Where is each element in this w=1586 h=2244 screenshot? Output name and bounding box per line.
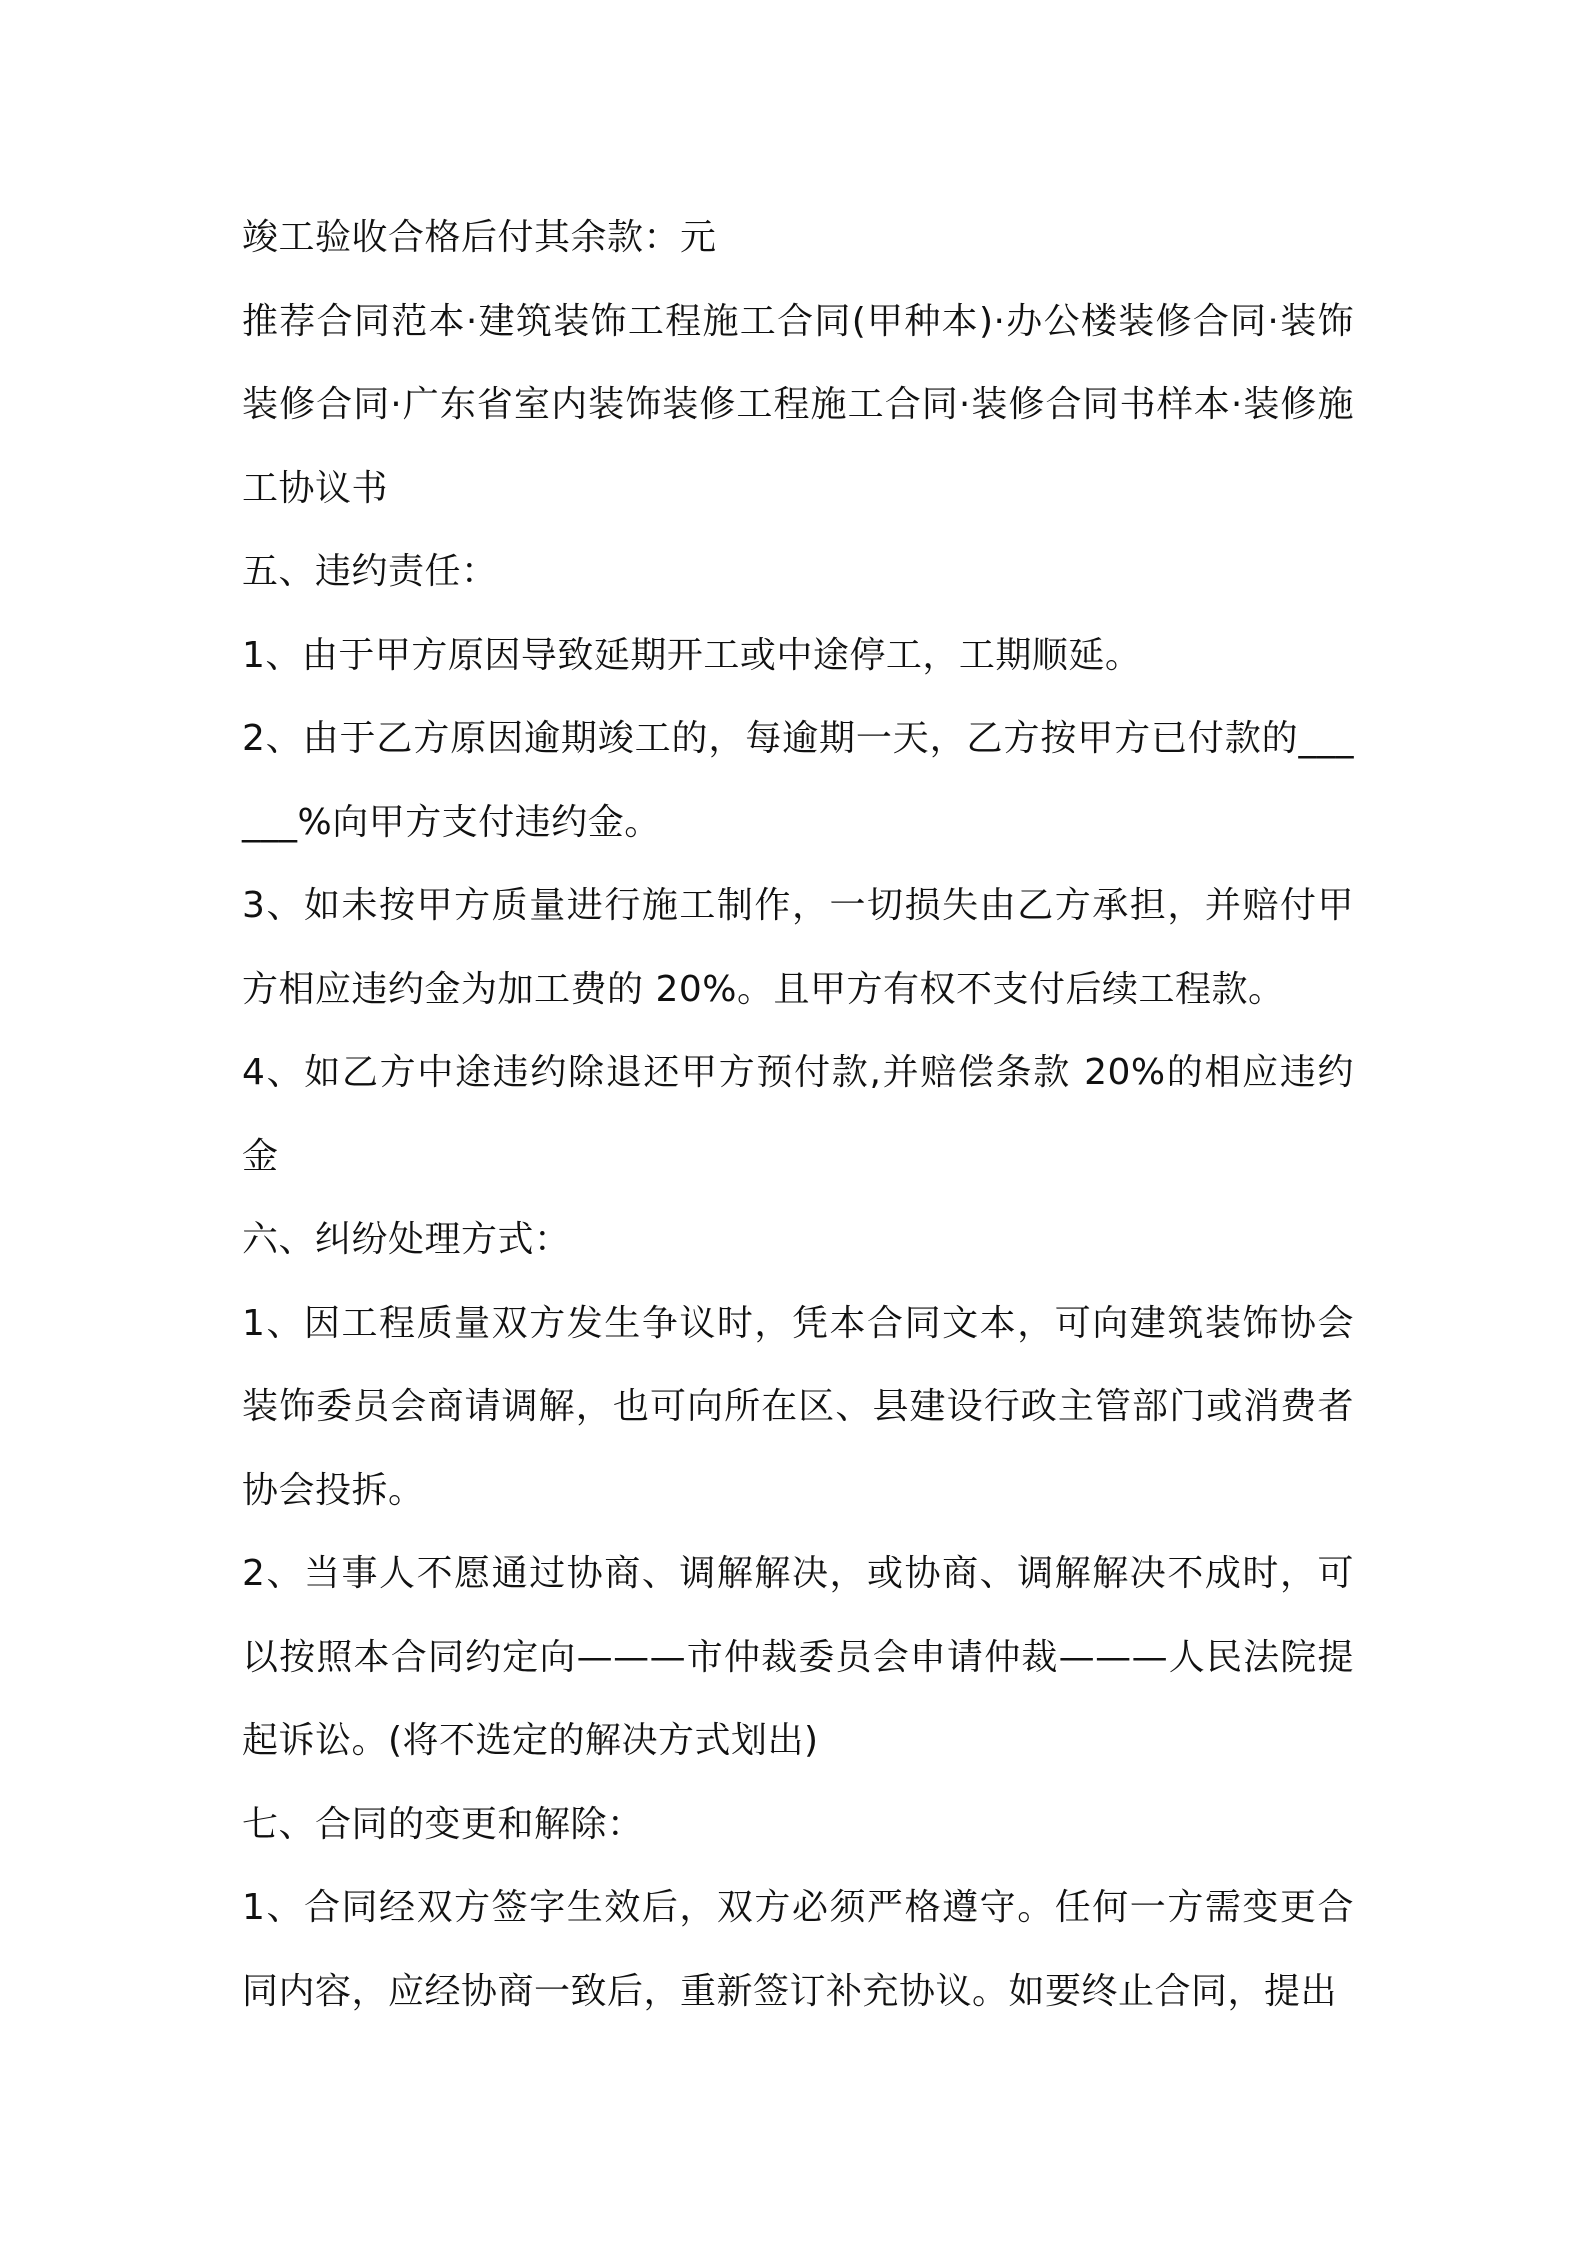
clause-breach-3: 3、如未按甲方质量进行施工制作，一切损失由乙方承担，并赔付甲方相应违约金为加工费的 20%。且甲方有权不支付后续工程款。: [242, 885, 1354, 1010]
document-body: [242, 196, 1354, 2033]
section-heading-breach-liability: 五、违约责任：: [242, 551, 498, 592]
clause-dispute-1: 1、因工程质量双方发生争议时，凭本合同文本，可向建筑装饰协会装饰委员会商请调解，也可向所在区、县建设行政主管部门或消费者协会投拆。: [242, 1302, 1354, 1511]
paragraph-recommended-templates: 推荐合同范本·建筑装饰工程施工合同(甲种本)·办公楼装修合同·装饰装修合同·广东省室内装饰装修工程施工合同·装修合同书样本·装修施工协议书: [242, 300, 1354, 509]
paragraph-final-payment: 竣工验收合格后付其余款：元: [242, 217, 717, 258]
section-heading-dispute-resolution: 六、纠纷处理方式：: [242, 1219, 571, 1260]
section-heading-contract-change: 七、合同的变更和解除：: [242, 1803, 644, 1845]
clause-breach-4: 4、如乙方中途违约除退还甲方预付款,并赔偿条款 20%的相应违约金: [242, 1052, 1354, 1177]
clause-dispute-2: 2、当事人不愿通过协商、调解解决，或协商、调解解决不成时，可以按照本合同约定向———市仲裁委员会申请仲裁———人民法院提起诉讼。(将不选定的解决方式划出): [242, 1553, 1354, 1761]
clause-breach-2: 2、由于乙方原因逾期竣工的，每逾期一天，乙方按甲方已付款的______%向甲方支付违约金。: [242, 718, 1354, 843]
clause-breach-1: 1、由于甲方原因导致延期开工或中途停工，工期顺延。: [242, 634, 1142, 676]
clause-change-1: 1、合同经双方签字生效后，双方必须严格遵守。任何一方需变更合同内容，应经协商一致后，重新签订补充协议。如要终止合同，提出: [242, 1887, 1354, 2012]
